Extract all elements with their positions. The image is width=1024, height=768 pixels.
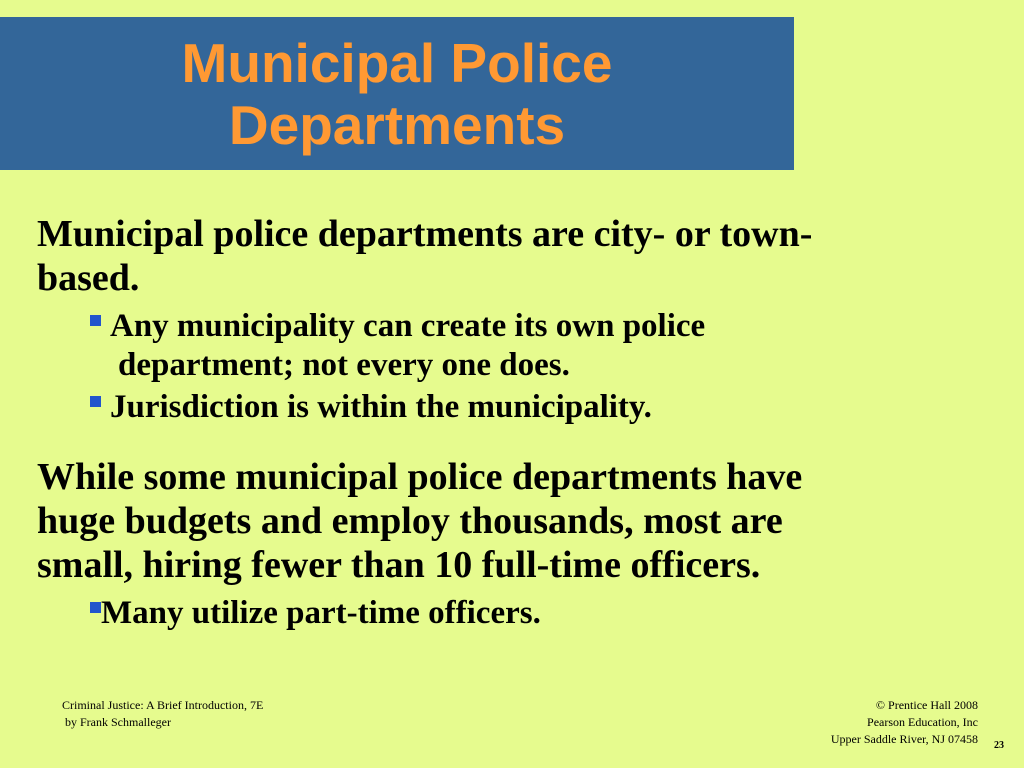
footer-book-info (62, 697, 263, 731)
paragraph-line: While some municipal police departments have (37, 456, 803, 498)
footer-line: Upper Saddle River, NJ 07458 (830, 732, 978, 746)
page-number: 23 (994, 740, 1004, 751)
bullet-item-part-time (90, 594, 541, 632)
slide-title-line-2: Departments (228, 93, 566, 156)
square-bullet-icon (90, 602, 101, 613)
bullet-item-jurisdiction (90, 388, 652, 426)
paragraph-line: Municipal police departments are city- or town- (37, 213, 813, 255)
slide-title-line-1: Municipal Police (181, 31, 613, 94)
paragraph-line: huge budgets and employ thousands, most are (37, 500, 783, 542)
footer-copyright (831, 697, 978, 748)
footer-line: Criminal Justice: A Brief Introduction, 7E (62, 698, 264, 712)
paragraph-municipal-definition (37, 212, 997, 300)
title-banner (0, 17, 794, 170)
bullet-text: Jurisdiction is within the municipality. (110, 389, 652, 425)
paragraph-line: small, hiring fewer than 10 full-time officers. (37, 544, 761, 586)
paragraph-budgets (37, 455, 997, 587)
bullet-item-create-department (90, 307, 705, 345)
footer-line: by Frank Schmalleger (62, 715, 171, 729)
square-bullet-icon (90, 315, 101, 326)
bullet-text: Any municipality can create its own police (110, 308, 706, 344)
footer-line: Pearson Education, Inc (867, 715, 978, 729)
footer-line: © Prentice Hall 2008 (875, 698, 978, 712)
bullet-text: department; not every one does. (118, 347, 570, 383)
bullet-item-continuation (118, 346, 570, 384)
bullet-text: Many utilize part-time officers. (101, 595, 541, 631)
square-bullet-icon (90, 396, 101, 407)
paragraph-line: based. (37, 257, 140, 299)
